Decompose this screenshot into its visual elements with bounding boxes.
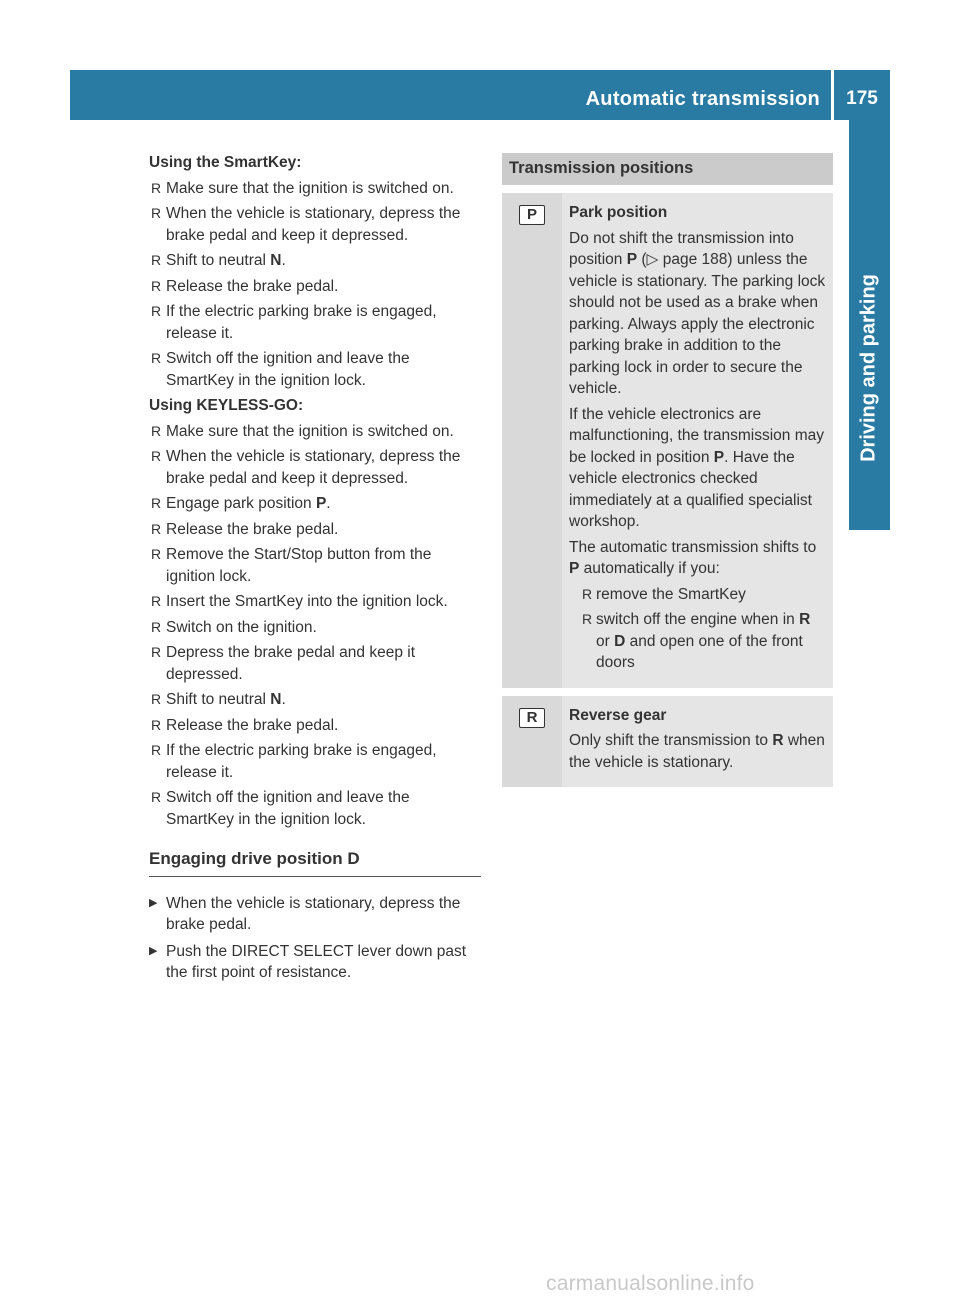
section-title: Engaging drive position D	[149, 848, 481, 877]
list-item	[149, 348, 481, 391]
step-item	[149, 893, 481, 936]
list-item-text: When the vehicle is stationary, depress the brake pedal and keep it depressed.	[166, 205, 461, 244]
list-item	[580, 609, 827, 674]
transmission-table	[502, 153, 833, 787]
list-item-text: Release the brake pedal.	[166, 277, 339, 295]
step-text: When the vehicle is stationary, depress the brake pedal.	[166, 894, 461, 933]
bullet-icon: R	[582, 585, 593, 602]
list-item	[149, 493, 481, 515]
reverse-para-1: Only shift the transmission to R when the vehicle is stationary.	[569, 732, 825, 771]
bullet-icon: R	[151, 593, 162, 609]
bullet-icon: R	[151, 205, 162, 221]
bullet-icon: R	[151, 277, 162, 294]
park-para-1: Do not shift the transmission into position P (▷ page 188) unless the vehicle is stationary. The parking lock should not be used as a brake when parking. Always apply the electronic parking brake in addition to the parking lock in order to secure the vehicle.	[569, 229, 826, 397]
list-item-text: Shift to neutral N.	[166, 252, 286, 269]
table-row-park	[502, 185, 833, 688]
bullet-icon: R	[151, 716, 162, 733]
smartkey-heading: Using the SmartKey:	[149, 154, 302, 171]
list-item	[149, 421, 481, 443]
step-arrow-icon: ▶	[149, 944, 158, 957]
list-item	[149, 689, 481, 711]
list-item-text: Depress the brake pedal and keep it depressed.	[166, 644, 416, 683]
list-item	[149, 301, 481, 344]
list-item-text: If the electric parking brake is engaged, release it.	[166, 303, 437, 342]
steps-list	[149, 893, 481, 984]
list-item	[149, 519, 481, 541]
park-para-3: The automatic transmission shifts to P automatically if you:	[569, 538, 817, 577]
smartkey-list	[149, 178, 481, 392]
list-item-text: remove the SmartKey	[596, 585, 746, 603]
step-item	[149, 941, 481, 984]
list-item-text: Switch off the ignition and leave the SmartKey in the ignition lock.	[166, 789, 410, 828]
bullet-icon: R	[151, 644, 162, 660]
list-item-text: Shift to neutral N.	[166, 691, 286, 708]
reverse-symbol-icon: R	[519, 708, 545, 728]
list-item-text: Release the brake pedal.	[166, 520, 339, 538]
list-item-text: When the vehicle is stationary, depress the brake pedal and keep it depressed.	[166, 448, 461, 487]
list-item	[149, 178, 481, 200]
list-item	[149, 617, 481, 639]
description-cell	[562, 193, 833, 688]
bullet-icon: R	[151, 546, 162, 562]
list-item	[149, 591, 481, 613]
bullet-icon: R	[151, 422, 162, 439]
page-number: 175	[846, 88, 878, 109]
table-row-reverse	[502, 688, 833, 788]
list-item	[149, 787, 481, 830]
bullet-icon: R	[151, 520, 162, 537]
list-item-text: If the electric parking brake is engaged, release it.	[166, 742, 437, 781]
side-tab-block	[849, 468, 890, 528]
watermark: carmanualsonline.info	[546, 1272, 755, 1295]
list-item	[149, 642, 481, 685]
list-item	[149, 203, 481, 246]
bullet-icon: R	[151, 618, 162, 635]
list-item	[149, 276, 481, 298]
list-item	[149, 446, 481, 489]
park-symbol-icon: P	[519, 205, 545, 225]
list-item-text: Make sure that the ignition is switched on.	[166, 179, 454, 197]
keyless-list	[149, 421, 481, 831]
bullet-icon: R	[151, 742, 162, 758]
description-cell	[562, 696, 833, 788]
list-item-text: Release the brake pedal.	[166, 716, 339, 734]
step-text: Push the DIRECT SELECT lever down past the first point of resistance.	[166, 942, 467, 981]
park-para-2: If the vehicle electronics are malfunctioning, the transmission may be locked in position P. Have the vehicle electronics checked immediately at a qualified specialist workshop.	[569, 405, 825, 530]
list-item	[149, 715, 481, 737]
left-column	[149, 152, 481, 989]
list-item-text: switch off the engine when in R or D and open one of the front doors	[596, 611, 811, 671]
list-item-text: Switch on the ignition.	[166, 618, 317, 636]
symbol-cell	[502, 193, 562, 688]
bullet-icon: R	[151, 303, 162, 319]
bullet-icon: R	[151, 179, 162, 196]
page-title: Automatic transmission	[585, 88, 820, 110]
list-item-text: Remove the Start/Stop button from the ignition lock.	[166, 546, 432, 585]
reverse-title: Reverse gear	[569, 706, 667, 724]
bullet-icon: R	[151, 789, 162, 805]
bullet-icon: R	[151, 691, 162, 707]
step-arrow-icon: ▶	[149, 896, 158, 909]
bullet-icon: R	[151, 495, 162, 511]
list-item-text: Switch off the ignition and leave the SmartKey in the ignition lock.	[166, 350, 410, 389]
park-title: Park position	[569, 204, 668, 221]
side-tab-label: Driving and parking	[857, 274, 880, 462]
list-item-text: Engage park position P.	[166, 495, 331, 512]
list-item	[149, 544, 481, 587]
symbol-cell	[502, 696, 562, 788]
bullet-icon: R	[151, 350, 162, 366]
table-heading: Transmission positions	[502, 153, 833, 185]
list-item	[580, 584, 827, 606]
list-item	[149, 740, 481, 783]
bullet-icon: R	[151, 448, 162, 464]
keyless-heading: Using KEYLESS-GO:	[149, 397, 304, 414]
park-bullets	[569, 584, 827, 674]
list-item-text: Make sure that the ignition is switched on.	[166, 422, 454, 440]
bullet-icon: R	[582, 611, 593, 627]
bullet-icon: R	[151, 252, 162, 268]
list-item	[149, 250, 481, 272]
list-item-text: Insert the SmartKey into the ignition lock.	[166, 593, 448, 610]
